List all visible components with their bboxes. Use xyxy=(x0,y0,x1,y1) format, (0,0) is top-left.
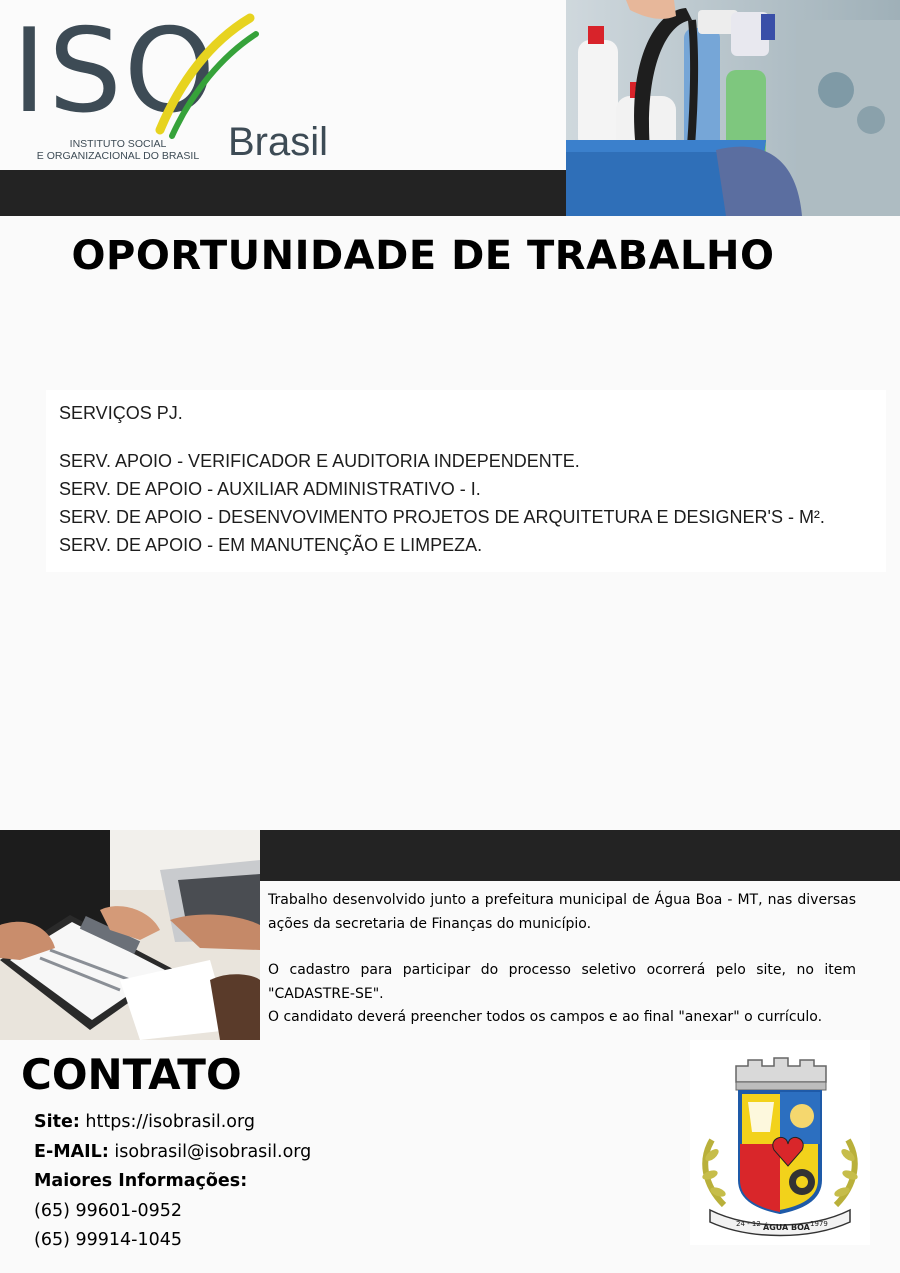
crest-date-left: 24 - 12 xyxy=(736,1220,761,1228)
info-text-block xyxy=(268,889,856,1030)
contact-email-row xyxy=(34,1138,311,1168)
service-item: SERV. DE APOIO - AUXILIAR ADMINISTRATIVO - I. xyxy=(59,479,481,499)
document-signing-image xyxy=(0,830,260,1040)
cleaning-bucket-icon xyxy=(566,0,900,216)
crest-banner-text: ÁGUA BOA xyxy=(763,1223,810,1232)
info-paragraph: O cadastro para participar do processo seletivo ocorrerá pelo site, no item "CADASTRE-SE". xyxy=(268,962,856,1002)
logo-area xyxy=(0,0,566,170)
contact-title: CONTATO xyxy=(21,1050,242,1099)
contact-site-link[interactable]: https://isobrasil.org xyxy=(79,1112,255,1132)
info-paragraph: O candidato deverá preencher todos os campos e ao final "anexar" o currículo. xyxy=(268,1009,823,1025)
service-item: SERV. APOIO - VERIFICADOR E AUDITORIA INDEPENDENTE. xyxy=(59,451,580,471)
contact-phone[interactable]: (65) 99601-0952 xyxy=(34,1200,183,1221)
contact-list xyxy=(34,1108,311,1256)
header-dark-bar xyxy=(0,170,566,216)
contact-email-label: E-MAIL: xyxy=(34,1141,109,1162)
contact-site-label: Site: xyxy=(34,1112,80,1132)
contact-phone[interactable]: (65) 99914-1045 xyxy=(34,1230,183,1250)
services-heading: SERVIÇOS PJ. xyxy=(59,403,183,423)
service-item: SERV. DE APOIO - DESENVOVIMENTO PROJETOS DE ARQUITETURA E DESIGNER'S - M². xyxy=(59,507,825,527)
mid-dark-bar xyxy=(260,830,900,881)
crest-date-right: 1979 xyxy=(810,1220,828,1228)
services-list-box xyxy=(46,390,886,572)
contact-site-row xyxy=(34,1108,311,1138)
contact-email-link[interactable]: isobrasil@isobrasil.org xyxy=(108,1141,312,1162)
logo-tagline: INSTITUTO SOCIAL E ORGANIZACIONAL DO BRASIL xyxy=(36,138,200,162)
municipal-crest xyxy=(690,1040,870,1245)
document-signing-icon xyxy=(0,830,260,1040)
logo-mark-text: ISO xyxy=(12,4,218,139)
logo-brasil-text: Brasil xyxy=(228,120,329,164)
coat-of-arms-icon xyxy=(690,1040,870,1245)
info-paragraph: Trabalho desenvolvido junto a prefeitura municipal de Água Boa - MT, nas diversas ações da secretaria de Finanças do município. xyxy=(268,892,856,932)
contact-more-info-label: Maiores Informações: xyxy=(34,1171,248,1191)
page-title: OPORTUNIDADE DE TRABALHO xyxy=(71,233,775,279)
cleaning-supplies-image xyxy=(566,0,900,216)
service-item: SERV. DE APOIO - EM MANUTENÇÃO E LIMPEZA. xyxy=(59,535,483,555)
